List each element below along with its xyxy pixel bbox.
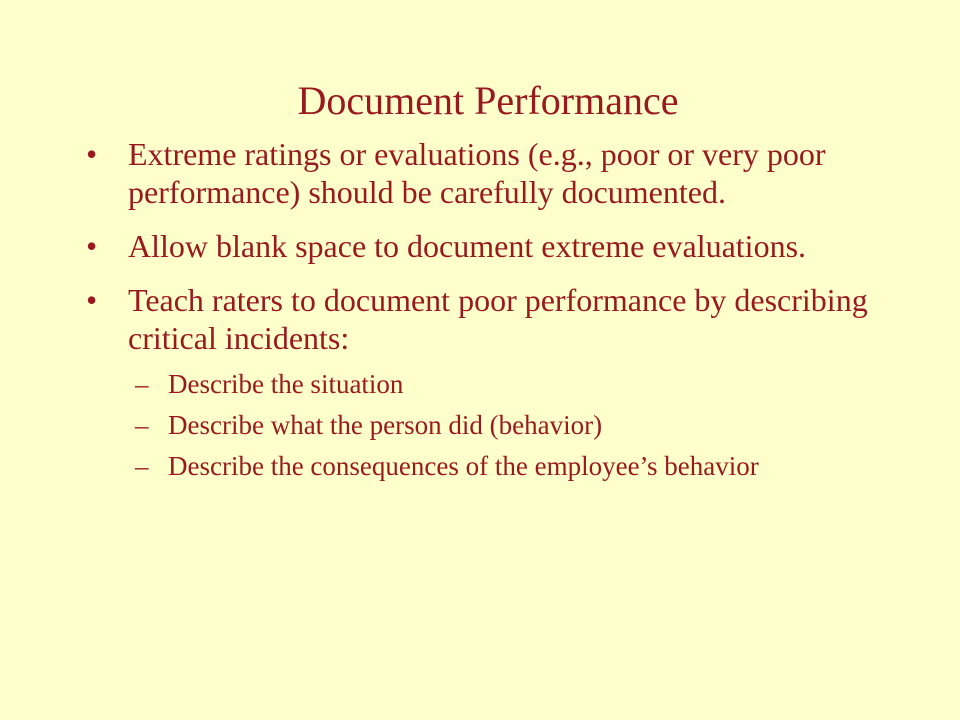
bullet-item [86,281,886,482]
dash-marker: – [135,451,149,481]
sub-bullet-text: Describe the situation [168,369,404,399]
bullet-text: Allow blank space to document extreme evaluations. [128,228,807,264]
sub-bullet-text: Describe what the person did (behavior) [168,410,603,440]
bullet-list [86,135,886,498]
bullet-text: Extreme ratings or evaluations (e.g., poor or very poor performance) should be carefully documented. [128,136,826,210]
bullet-marker: • [86,282,98,318]
bullet-item [86,135,886,211]
bullet-item [86,227,886,265]
slide-title: Document Performance [297,78,679,123]
bullet-text: Teach raters to document poor performance by describing critical incidents: [128,282,868,356]
sub-bullet-item [128,369,886,400]
dash-marker: – [135,410,149,440]
sub-bullet-item [128,451,886,482]
sub-bullet-item [128,410,886,441]
sub-bullet-text: Describe the consequences of the employee’s behavior [168,451,759,481]
sub-bullet-list [128,369,886,482]
bullet-marker: • [86,136,98,172]
bullet-marker: • [86,228,98,264]
dash-marker: – [135,369,149,399]
